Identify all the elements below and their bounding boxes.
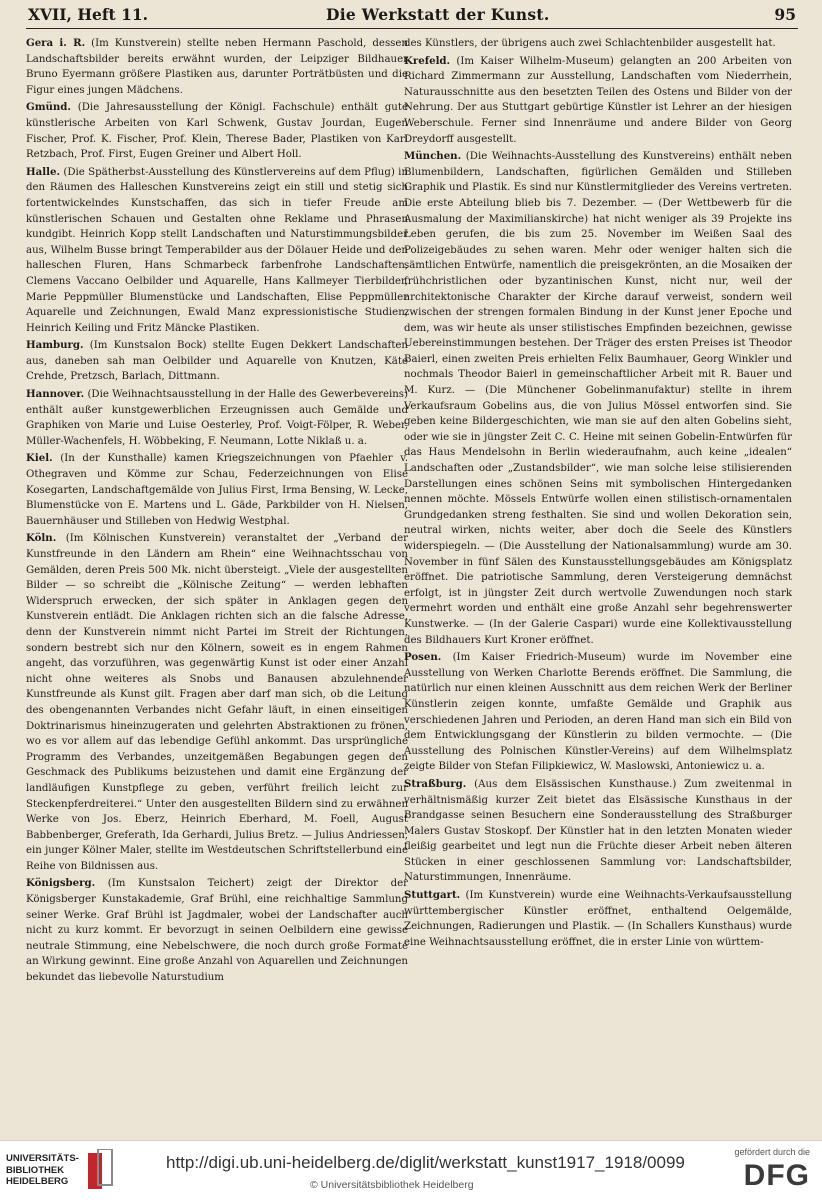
report-paragraph — [404, 54, 792, 148]
report-paragraph — [26, 100, 408, 162]
place-name: Gera i. R. — [26, 37, 86, 49]
library-emblem-icon — [86, 1149, 116, 1193]
library-logo[interactable] — [6, 1149, 146, 1195]
report-text: (Im Kunstverein) stellte neben Hermann Paschold, dessen Landschaftsbilder bereits erwähnt wurden, der Leipziger Bildhauer Bruno Eyermann größere Plastiken aus, darunter Porträtbüsten und die Figur eines jungen Mädchens. — [26, 38, 408, 96]
place-name: Stuttgart. — [404, 889, 461, 902]
report-text: (Im Kunstsalon Bock) stellte Eugen Dekkert Landschaften aus, daneben sah man Oelbilder und Aquarelle von Knutzen, Käte Crehde, Pretzsch, Barlach, Dittmann. — [26, 340, 408, 383]
funder-caption: gefördert durch die — [734, 1147, 810, 1157]
journal-title: Die Werkstatt der Kunst. — [326, 5, 550, 24]
place-name: Königsberg. — [26, 877, 96, 890]
report-paragraph — [404, 777, 792, 886]
report-text: (Im Kunstverein) wurde eine Weihnachts-Verkaufsausstellung württembergischer Künstler eröffnet, enthaltend Oelgemälde, Zeichnungen, Radierungen und Plastik. — (In Schallers Kunsthaus) wurde eine Weihnachtsausstellung eröffnet, die in erster Linie von württem- — [404, 890, 792, 948]
report-text: (Im Kölnischen Kunstverein) veranstaltet der „Verband der Kunstfreunde in den Ländern am Rhein“ eine Weihnachtsschau von Gemälden, deren Preis 500 Mk. nicht übersteigt. „Viele der ausgestellten Bilder — so schreibt die „Kölnische Zeitung“ — werden lebhaften Widerspruch erwecken, der sich später in Anklagen gegen den Kunstverein entlädt. Die Anklagen richten sich an die falsche Adresse, denn der Kunstverein nimmt nicht Partei im Streit der Richtungen, sondern bestrebt sich nur den Kölnern, soweit es in engem Rahmen angeht, das vorzuführen, was gegenwärtig Kunst ist oder einer Anzahl nicht ohne weiteres als Snobs und Banausen abzulehnender Kunstfreunde als Kunst gilt. Fragen aber darf man sich, ob die Leitung des obengenannten Verbandes nicht Gefahr läuft, in einen einseitigen Doktrinarismus hineinzugeraten und gelehrten Abstraktionen zu frönen, wo es vor allem auf das lebendige Gefühl ankommt. Das ursprüngliche Programm des Verbandes, unzeitgemäßen Begabungen gegen den Geschmack des Publikums beizustehen und damit eine Ergänzung der landläufigen Kunstpflege zu geben, verführt freilich leicht zur Steckenpferdreiterei.“ Unter den ausgestellten Bildern sind zu erwähnen Werke von Jos. Eberz, Heinrich Eberhard, M. Foell, August Babbenberger, Greferath, Ida Gerhardi, Julius Bretz. — Julius Andriessen, ein junger Kölner Maler, stellte im Westdeutschen Schriftstellerbund eine Reihe von Bildnissen aus. — [26, 533, 408, 872]
place-name: Kiel. — [26, 452, 53, 465]
report-text: (Die Weihnachtsausstellung in der Halle des Gewerbevereins) enthält außer kunstgewerblichen Erzeugnissen auch Gemälde und Graphiken von Marie und Luise Oesterley, Prof. Voigt-Fölper, R. Weber, Müller-Wachenfels, H. Wöbbeking, F. Neumann, Lotte Niklaß u. a. — [26, 389, 408, 447]
report-text: (Die Spätherbst-Ausstellung des Künstlervereins auf dem Pflug) in den Räumen des Halleschen Kunstvereins zeigt ein still und stetig sich fortentwickelndes Kunstschaffen, das sich in tiefer Freude am künstlerischen Schauen und Gestalten ohne Reklame und Phrasen kundgibt. Heinrich Kopp stellt Landschaften und Naturstimmungsbilder aus, Wilhelm Busse bringt Temperabilder aus der Dölauer Heide und den halleschen Fluren, Hans Schmarbeck farbenfrohe Landschaften, Clemens Vaccano Oelbilder und Aquarelle, Hans Kallmeyer Tierbilder, Marie Peppmüller Blumenstücke und Landschaften, Elise Peppmüller Aquarelle und Zeichnungen, Ewald Manz expressionistische Studien, Heinrich Keiling und Fritz Mäncke Plastiken. — [26, 166, 408, 334]
place-name: Hannover. — [26, 388, 85, 401]
place-name: Krefeld. — [404, 54, 451, 67]
report-text: (Die Weihnachts-Ausstellung des Kunstvereins) enthält neben Blumenbildern, Landschaften, figürlichen Gemälden und Stilleben Graphik und Plastik. Es sind nur Künstlermitglieder des Vereins vertreten. Die erste Abteilung blieb bis 7. Dezember. — (Der Wettbewerb für die Ausmalung der Maximilianskirche) hat nicht weniger als 39 Projekte ins Leben gerufen, die bis zum 25. November im Weißen Saal des Polizeigebäudes zu sehen waren. Mehr oder weniger halten sich die sämtlichen Entwürfe, namentlich die preisgekrönten, an die Mosaiken der frühchristlichen oder byzantinischen Kunst, nicht nur, weil der architektonische Charakter der Kirche darauf verweist, sondern weil zwischen der strengen formalen Bindung in der Kunst jener Epoche und dem, was wir heute als unser stilistisches Empfinden bezeichnen, gewisse Uebereinstimmungen bestehen. Der Träger des ersten Preises ist Theodor Baierl, einen zweiten Preis erhielten Felix Baumhauer, Georg Winkler und nochmals Theodor Baierl in gemeinschaftlicher Arbeit mit R. Bauer und M. Kurz. — (Die Münchener Gobelinmanufaktur) stellte in ihrem Verkaufsraum Gobelins aus, die von Julius Mössel entworfen sind. Sie geben keine Bildergeschichten, wie man sie auf den alten Gobelins sieht, oder wie sie in jüngster Zeit C. C. Heine mit seinen Gobelin-Entwürfen für das Haus Mendelsohn in Berlin wiederaufnahm, auch keine „idealen“ Landschaften oder „Zustandsbilder“, wie man solche leise stilisierenden Darstellungen eines schönen Seins mit symbolischen Hintergedanken nennen möchte. Mössels Entwürfe wollen einen stilistisch-ornamentalen Grundgedanken streng festhalten. Sie sind und wollen Dekoration sein, neutral wirken, nichts weiter, aber doch die Seele des Künstlers widerspiegeln. — (Die Ausstellung der Nationalsammlung) wurde am 30. November in fünf Sälen des Kunstausstellungsgebäudes am Königsplatz eröffnet. Die patriotische Sammlung, deren Versteigerung demnächst erfolgt, ist in jüngster Zeit durch wertvolle Zuwendungen noch stark vermehrt worden und enthält eine große Anzahl sehr begehrenswerter Kunstwerke. — (In der Galerie Caspari) wurde eine Kollektivausstellung des Bildhauers Kurt Kroner eröffnet. — [404, 151, 792, 646]
report-paragraph — [26, 36, 408, 98]
report-text: (Aus dem Elsässischen Kunsthause.) Zum zweitenmal in verhältnismäßig kurzer Zeit bietet das Elsässische Kunsthaus in der Brandgasse seinen Besuchern eine Sonderausstellung des Straßburger Malers Gustav Stoskopf. Der Künstler hat in den letzten Monaten wieder fleißig gearbeitet und legt nun die Früchte dieser Arbeit neben älteren Stücken in einer geschlossenen Sammlung vor: Landschaftsbilder, Naturstimmungen, Innenräume. — [404, 778, 792, 884]
report-paragraph — [26, 876, 408, 985]
report-paragraph — [404, 888, 792, 950]
report-paragraph — [404, 149, 792, 648]
report-text: (Im Kaiser Friedrich-Museum) wurde im November eine Ausstellung von Werken Charlotte Berends eröffnet. Die Sammlung, die natürlich nur einen kleinen Ausschnitt aus dem reichen Werk der Berliner Künstlerin zeigen konnte, umfaßte Gemälde und Graphik aus verschiedenen Jahren und Perioden, an deren Hand man sich ein Bild von dem Entwicklungsgang der Künstlerin zu bilden vermochte. — (Die Ausstellung des Polnischen Künstler-Vereins) auf dem Wilhelmsplatz zeigte Bilder von Stefan Filipkiewicz, W. Maslowski, Antoniewicz u. a. — [404, 652, 792, 773]
report-text: (Die Jahresausstellung der Königl. Fachschule) enthält gute künstlerische Arbeiten von Karl Schwenk, Gustav Jourdan, Eugen Fischer, Prof. K. Fischer, Prof. Klein, Therese Bader, Plastiken von Karl Retzbach, Prof. First, Eugen Greiner und Albert Holl. — [26, 102, 408, 161]
place-name: Köln. — [26, 532, 57, 545]
place-name: Hamburg. — [26, 339, 84, 352]
place-name: Gmünd. — [26, 101, 71, 114]
place-name: Posen. — [404, 651, 442, 664]
report-text: (In der Kunsthalle) kamen Kriegszeichnungen von Pfaehler v. Othegraven und Kömme zur Schau, Federzeichnungen von Elise Kosegarten, Landschaftgemälde von Julius First, Irma Bensing, W. Lecke, Blumenstücke von E. Martens und L. Gäde, Parkbilder von H. Nielsen, Bauernhäuser und Stilleben von Hedwig Westphal. — [26, 453, 408, 527]
report-paragraph — [26, 531, 408, 874]
right-column — [404, 36, 792, 1132]
place-name: Straßburg. — [404, 777, 467, 790]
dfg-logo-icon: DFG — [743, 1159, 810, 1192]
report-paragraph — [26, 165, 408, 337]
report-paragraph — [26, 338, 408, 385]
report-text: des Künstlers, der übrigens auch zwei Schlachtenbilder ausgestellt hat. — [404, 38, 776, 49]
report-paragraph — [26, 451, 408, 529]
report-paragraph — [26, 387, 408, 449]
place-name: München. — [404, 150, 462, 163]
running-head — [26, 4, 798, 29]
volume-issue: XVII, Heft 11. — [28, 5, 149, 24]
permalink-url[interactable]: http://digi.ub.uni-heidelberg.de/diglit/werkstatt_kunst1917_1918/0099 — [166, 1153, 685, 1172]
report-text: (Im Kaiser Wilhelm-Museum) gelangten an 200 Arbeiten von Richard Zimmermann zur Ausstellung, Landschaften vom Niederrhein, Naturausschnitte aus den besetzten Teilen des Ostens und Bilder von der Nehrung. Der aus Stuttgart gebürtige Künstler ist Lehrer an der hiesigen Weberschule. Ferner sind Innenräume und andere Bilder von Georg Dreydorff ausgestellt. — [404, 55, 792, 145]
funder-badge[interactable] — [720, 1147, 810, 1197]
copyright-notice: © Universitätsbibliothek Heidelberg — [310, 1179, 474, 1191]
report-text: (Im Kunstsalon Teichert) zeigt der Direktor der Königsberger Kunstakademie, Graf Brühl, eine reichhaltige Sammlung seiner Werke. Graf Brühl ist Jagdmaler, wobei der Landschafter auch nicht zu kurz kommt. Er bevorzugt in seinen Oelbildern eine gewisse neutrale Stimmung, eine Nebelschwere, die noch durch große Formate an Wirkung gewinnt. Eine große Anzahl von Aquarellen und Zeichnungen bekundet das liebevolle Naturstudium — [26, 878, 408, 984]
library-name: UNIVERSITÄTS- BIBLIOTHEK HEIDELBERG — [6, 1153, 79, 1187]
viewer-footer — [0, 1140, 822, 1202]
place-name: Halle. — [26, 165, 60, 178]
left-column — [26, 36, 408, 1132]
report-paragraph — [404, 36, 792, 52]
report-paragraph — [404, 650, 792, 775]
page-number: 95 — [774, 5, 796, 24]
